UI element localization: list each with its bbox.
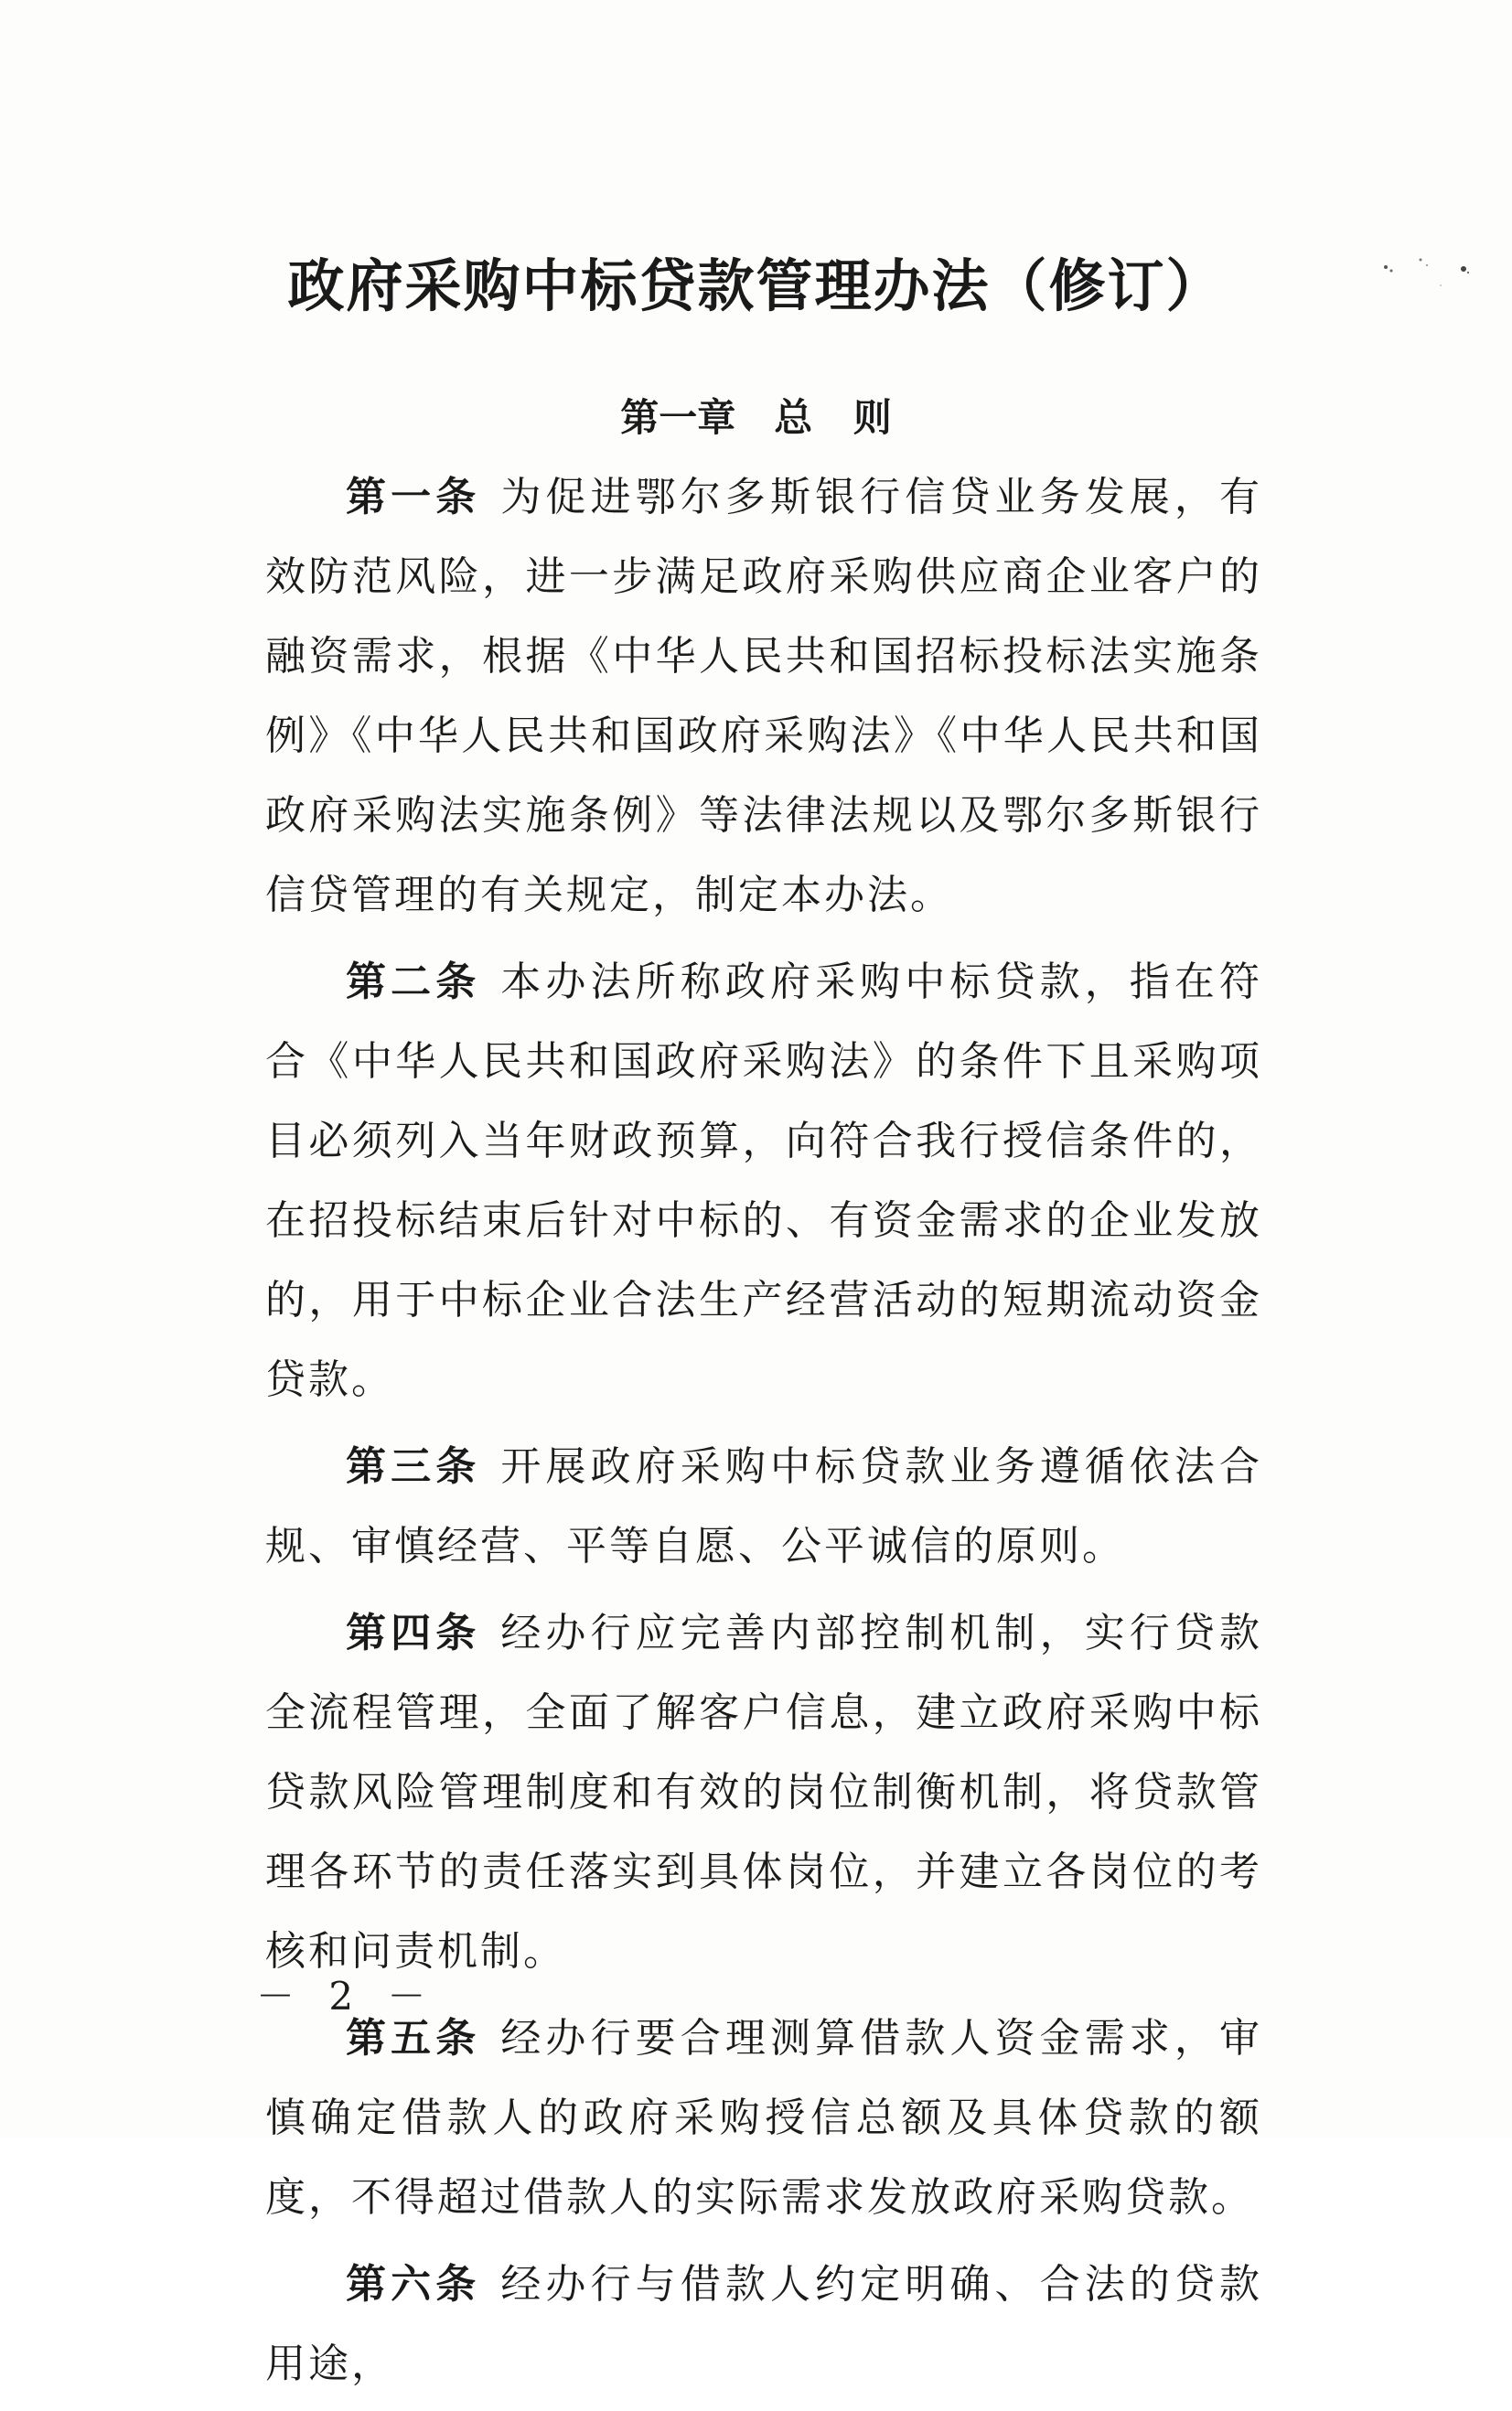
- article-text: 经办行应完善内部控制机制，实行贷款全流程管理，全面了解客户信息，建立政府采购中标贷款风险管理制度和有效的岗位制衡机制，将贷款管理各环节的责任落实到具体岗位，并建立各岗位的考核和问责机制。: [265, 1610, 1263, 1975]
- article-text: 本办法所称政府采购中标贷款，指在符合《中华人民共和国政府采购法》的条件下且采购项目必须列入当年财政预算，向符合我行授信条件的，在招投标结束后针对中标的、有资金需求的企业发放的，用于中标企业合法生产经营活动的短期流动资金贷款。: [265, 959, 1263, 1403]
- article-5: [265, 1998, 1262, 2237]
- page-number: － 2 －: [256, 1974, 437, 2019]
- article-text: 为促进鄂尔多斯银行信贷业务发展，有效防范风险，进一步满足政府采购供应商企业客户的融资需求，根据《中华人民共和国招标投标法实施条例》《中华人民共和国政府采购法》《中华人民共和国政府采购法实施条例》等法律法规以及鄂尔多斯银行信贷管理的有关规定，制定本办法。: [265, 474, 1263, 918]
- article-4: [265, 1593, 1262, 1991]
- article-text: 经办行与借款人约定明确、合法的贷款用途，: [265, 2261, 1263, 2387]
- document-title: 政府采购中标贷款管理办法（修订）: [287, 252, 1225, 319]
- article-3: [265, 1427, 1262, 1586]
- article-6: [265, 2245, 1262, 2404]
- article-label: 第四条: [346, 1610, 481, 1656]
- article-2: [265, 942, 1262, 1420]
- article-text: 经办行要合理测算借款人资金需求，审慎确定借款人的政府采购授信总额及具体贷款的额度，不得超过借款人的实际需求发放政府采购贷款。: [265, 2015, 1263, 2221]
- article-label: 第五条: [346, 2015, 481, 2062]
- scan-noise-specks: [1377, 249, 1486, 304]
- article-1: [265, 457, 1262, 935]
- chapter-heading: 第一章 总 则: [620, 395, 892, 440]
- article-label: 第二条: [346, 959, 481, 1005]
- article-label: 第三条: [346, 1443, 481, 1490]
- article-text: 开展政府采购中标贷款业务遵循依法合规、审慎经营、平等自愿、公平诚信的原则。: [265, 1443, 1263, 1570]
- article-label: 第六条: [346, 2261, 481, 2308]
- article-label: 第一条: [346, 474, 481, 520]
- document-body: [265, 457, 1262, 2411]
